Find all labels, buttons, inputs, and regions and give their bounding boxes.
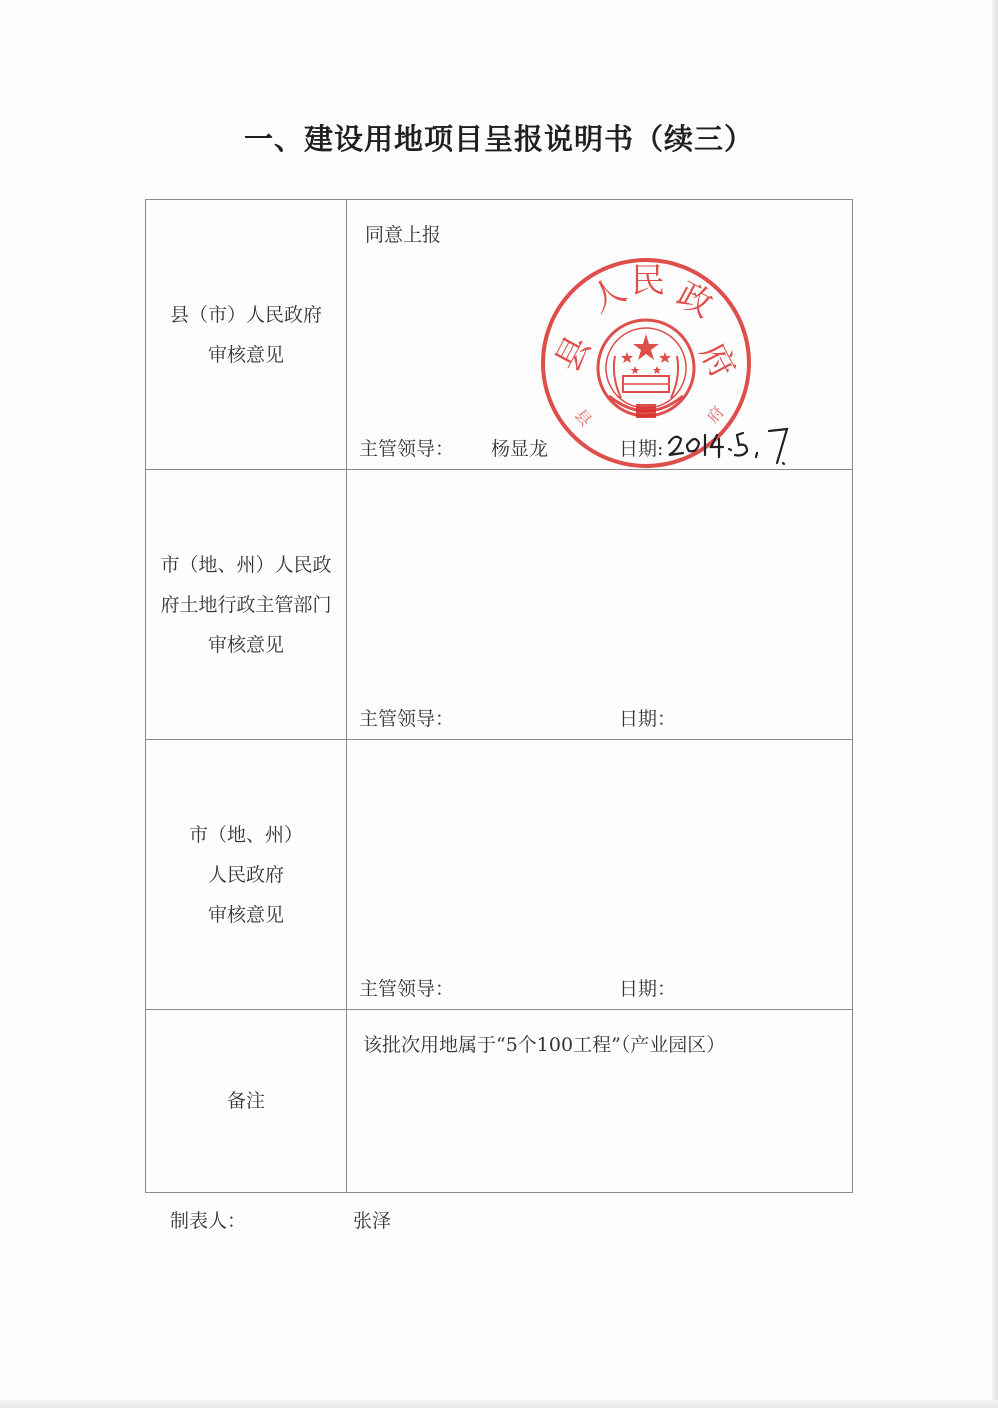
label-line: 市（地、州） — [188, 823, 303, 846]
svg-text:县: 县 — [547, 329, 599, 379]
leader-name: 杨显龙 — [491, 438, 549, 460]
svg-text:人: 人 — [583, 269, 633, 322]
preparer-name: 张泽 — [353, 1210, 392, 1232]
remarks-note: 该批次用地属于“5个100工程”（产业园区） — [363, 1034, 726, 1056]
label-line: 府土地行政主管部门 — [160, 593, 332, 616]
city-government-review-label — [146, 740, 347, 1009]
label-line: 县（市）人民政府 — [169, 303, 322, 326]
label-line: 审核意见 — [207, 343, 284, 366]
svg-text:民: 民 — [631, 261, 665, 301]
county-review-row — [146, 200, 852, 470]
leader-label: 主管领导： — [359, 708, 455, 730]
date-label: 日期: — [619, 438, 664, 460]
date-label: 日期： — [619, 708, 677, 730]
svg-text:府: 府 — [703, 402, 728, 427]
leader-label: 主管领导： — [359, 438, 455, 460]
city-land-dept-review-row — [146, 470, 852, 740]
page-edge — [992, 0, 998, 1408]
label-line: 审核意见 — [207, 633, 284, 656]
preparer-label: 制表人： — [170, 1210, 247, 1232]
city-government-review-content — [347, 740, 852, 1009]
label-line: 人民政府 — [207, 863, 284, 886]
svg-text:府: 府 — [691, 336, 744, 386]
label-line: 市（地、州）人民政 — [160, 553, 332, 576]
city-land-dept-review-label — [146, 470, 347, 739]
review-form-table — [145, 199, 853, 1193]
handwritten-date-signature — [665, 423, 805, 467]
leader-label: 主管领导： — [359, 978, 455, 1000]
county-review-label — [146, 200, 347, 469]
document-title: 一、建设用地项目呈报说明书（续三） — [243, 122, 754, 156]
svg-text:县: 县 — [570, 405, 596, 430]
review-opinion: 同意上报 — [365, 224, 442, 246]
page-edge — [0, 1400, 998, 1408]
svg-text:政: 政 — [670, 274, 720, 326]
county-review-content — [347, 200, 852, 469]
remarks-row — [146, 1010, 852, 1192]
remarks-content — [347, 1010, 852, 1192]
label-line: 备注 — [226, 1090, 265, 1112]
city-government-review-row — [146, 740, 852, 1010]
city-land-dept-review-content — [347, 470, 852, 739]
label-line: 审核意见 — [207, 903, 284, 926]
date-label: 日期： — [619, 978, 677, 1000]
remarks-label — [146, 1010, 347, 1192]
